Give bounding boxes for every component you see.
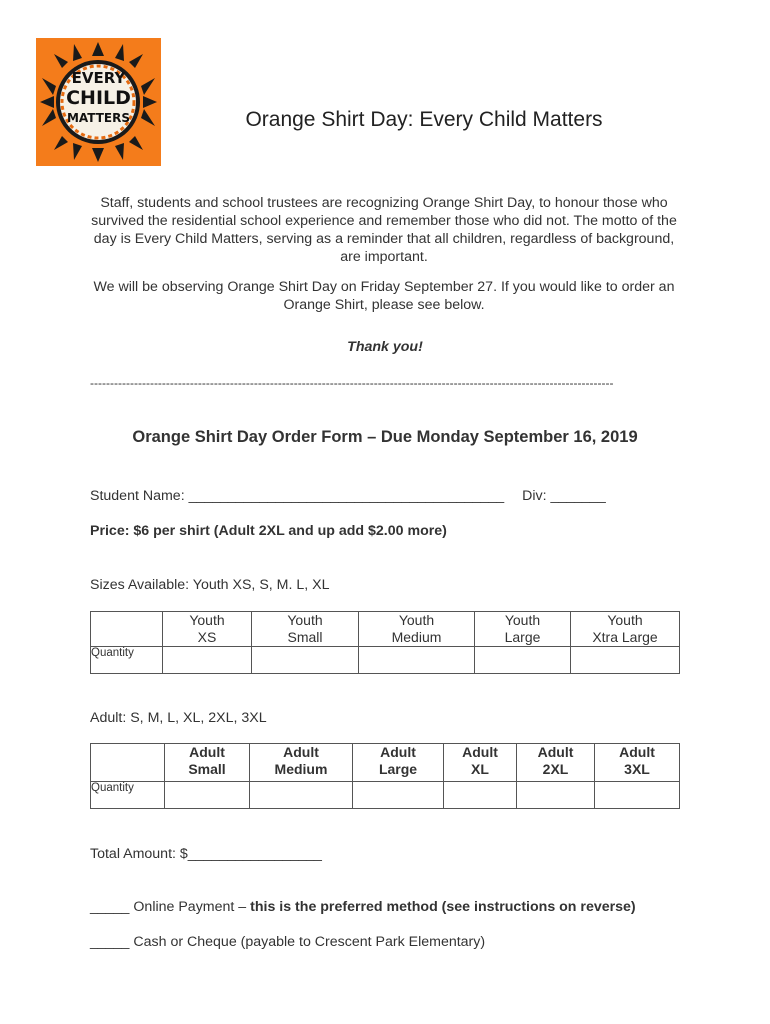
youth-quantity-row: [91, 647, 680, 674]
youth-medium-header: Youth Medium: [359, 612, 475, 647]
adult-header-row: [91, 744, 680, 782]
div-field[interactable]: Div: _______: [522, 488, 606, 504]
youth-large-quantity-cell[interactable]: [475, 647, 571, 674]
adult-3xl-header: Adult 3XL: [595, 744, 680, 782]
adult-sizes-label: Adult: S, M, L, XL, 2XL, 3XL: [90, 710, 267, 726]
corner-cell: [91, 744, 165, 782]
intro-paragraph-1: Staff, students and school trustees are recognizing Orange Shirt Day, to honour those who survived the residential school experience and remember those who did not. The motto of the day is Every Child Matters, serving as a reminder that all children, regardless of background, are important.: [91, 195, 677, 265]
cut-line-divider: -----------------------------------------------------------------------------------------------------------------------------------: [90, 376, 614, 388]
youth-header-row: [91, 612, 680, 647]
intro-paragraph-2: We will be observing Orange Shirt Day on Friday September 27. If you would like to order an Orange Shirt, please see below.: [93, 279, 675, 313]
adult-quantity-label: Quantity: [91, 782, 165, 809]
student-name-line: [90, 488, 606, 504]
youth-xs-header: Youth XS: [163, 612, 252, 647]
online-payment-note: this is the preferred method (see instructions on reverse): [250, 899, 636, 915]
intro-section: [84, 194, 684, 326]
online-payment-option[interactable]: [90, 899, 636, 915]
corner-cell: [91, 612, 163, 647]
youth-xtra-large-quantity-cell[interactable]: [571, 647, 680, 674]
page-title: Orange Shirt Day: Every Child Matters: [245, 108, 603, 131]
adult-quantity-row: [91, 782, 680, 809]
thank-you-text: Thank you!: [347, 339, 423, 355]
adult-2xl-header: Adult 2XL: [517, 744, 595, 782]
adult-3xl-quantity-cell[interactable]: [595, 782, 680, 809]
youth-small-header: Youth Small: [252, 612, 359, 647]
order-form-title: Orange Shirt Day Order Form – Due Monday September 16, 2019: [132, 428, 638, 446]
adult-medium-header: Adult Medium: [250, 744, 353, 782]
price-text: Price: $6 per shirt (Adult 2XL and up add $2.00 more): [90, 523, 447, 539]
youth-xtra-large-header: Youth Xtra Large: [571, 612, 680, 647]
logo-text-child: CHILD: [66, 87, 131, 109]
youth-small-quantity-cell[interactable]: [252, 647, 359, 674]
youth-quantity-label: Quantity: [91, 647, 163, 674]
logo-text-every: EVERY: [71, 69, 126, 87]
total-amount-field[interactable]: Total Amount: $_________________: [90, 846, 322, 862]
student-name-field[interactable]: Student Name: ________________________________________: [90, 488, 505, 504]
youth-xs-quantity-cell[interactable]: [163, 647, 252, 674]
adult-2xl-quantity-cell[interactable]: [517, 782, 595, 809]
adult-xl-header: Adult XL: [444, 744, 517, 782]
cash-payment-option[interactable]: _____ Cash or Cheque (payable to Crescent Park Elementary): [90, 934, 486, 950]
logo-text-matters: MATTERS: [66, 111, 131, 125]
online-payment-label: _____ Online Payment –: [90, 899, 251, 915]
adult-large-quantity-cell[interactable]: [353, 782, 444, 809]
every-child-matters-logo: [36, 38, 161, 166]
youth-medium-quantity-cell[interactable]: [359, 647, 475, 674]
adult-order-table: [90, 743, 680, 809]
youth-large-header: Youth Large: [475, 612, 571, 647]
youth-order-table: [90, 611, 680, 674]
adult-small-header: Adult Small: [165, 744, 250, 782]
youth-sizes-label: Sizes Available: Youth XS, S, M. L, XL: [90, 577, 330, 593]
adult-small-quantity-cell[interactable]: [165, 782, 250, 809]
adult-medium-quantity-cell[interactable]: [250, 782, 353, 809]
adult-xl-quantity-cell[interactable]: [444, 782, 517, 809]
adult-large-header: Adult Large: [353, 744, 444, 782]
